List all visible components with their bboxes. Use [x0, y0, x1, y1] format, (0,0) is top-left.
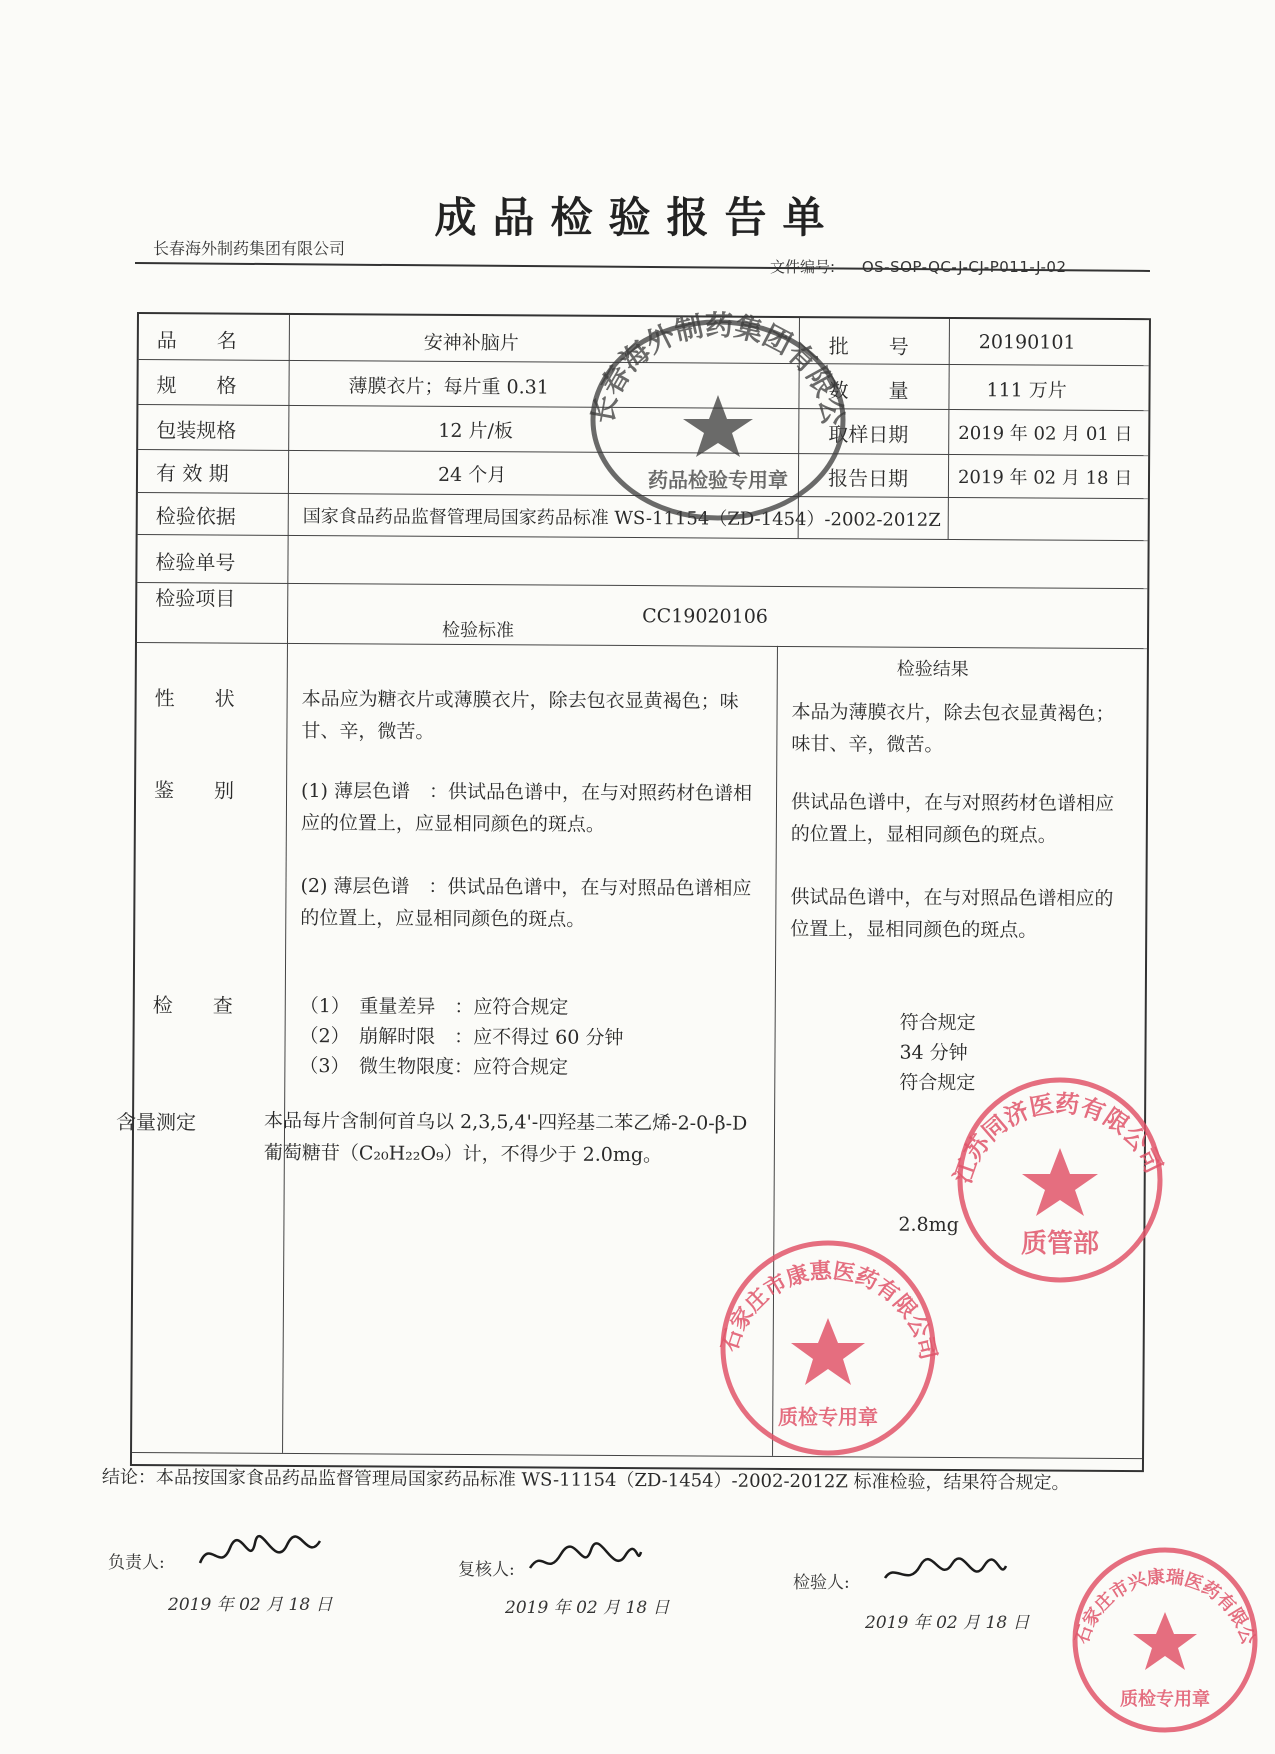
- appearance-standard: 本品应为糖衣片或薄膜衣片，除去包衣显黄褐色；味甘、辛，微苦。: [301, 688, 739, 743]
- responsible-label: 负责人:: [108, 1553, 165, 1573]
- responsible-signature-mark: [195, 1533, 325, 1577]
- row-divider: [138, 534, 1148, 541]
- conclusion-divider: [132, 1452, 1142, 1459]
- jiangsu-qc-sub: 质管部: [1020, 1229, 1100, 1259]
- inspection-result-3: 符合规定: [899, 1071, 976, 1095]
- item-header-label: 检验项目: [155, 586, 236, 611]
- column-divider-label: [282, 315, 290, 1453]
- basis-value: 国家食品药品监督管理局国家药品标准 WS-11154（ZD-1454）-2002-2012Z: [302, 506, 941, 531]
- result-header: 检验结果: [896, 658, 969, 681]
- inspection-result-2: 34 分钟: [899, 1041, 968, 1065]
- jiangsu-qc-stamp: [940, 1060, 1180, 1304]
- company-seal-sub: 药品检验专用章: [648, 468, 788, 492]
- inspection-standard-2: （2） 崩解时限 ：应不得过 60 分钟: [299, 1025, 624, 1049]
- inspector-signature-mark: [880, 1552, 1010, 1596]
- reviewer-label: 复核人:: [458, 1560, 515, 1580]
- inspection-standard-1: （1） 重量差异 ：应符合规定: [299, 995, 569, 1019]
- shijiazhuang-svg: [708, 1228, 948, 1468]
- report-date-label: 报告日期: [827, 466, 909, 491]
- reviewer-date: 2019 年 02 月 18 日: [505, 1598, 670, 1618]
- inspector-label: 检验人:: [793, 1573, 850, 1593]
- order-no-value: CC19020106: [642, 605, 769, 628]
- responsible-signature: [195, 1533, 325, 1584]
- quantity-label: 数 量: [828, 378, 909, 403]
- document-number-value: OS-SOP-QC-J-CJ-P011-J-02: [861, 258, 1067, 276]
- inspector-date: 2019 年 02 月 18 日: [865, 1613, 1030, 1633]
- sample-date-label: 取样日期: [828, 422, 909, 447]
- company-name: 长春海外制药集团有限公司: [153, 239, 346, 258]
- jiangsu-qc-text: 江苏同济医药有限公司: [948, 1089, 1168, 1187]
- identification-label: 鉴 别: [154, 778, 235, 803]
- bottom-qc-svg: [1056, 1524, 1265, 1740]
- row-divider: [137, 642, 1147, 649]
- spec-value: 薄膜衣片；每片重 0.31: [348, 375, 549, 399]
- validity-label: 有 效 期: [155, 461, 229, 486]
- identification-standard-1: (1) 薄层色谱 ：供试品色谱中，在与对照药材色谱相应的位置上，应显相同颜色的斑点。: [300, 780, 753, 836]
- product-name-value: 安神补脑片: [423, 331, 519, 355]
- shijiazhuang-sub: 质检专用章: [778, 1405, 878, 1429]
- quantity-value: 111 万片: [986, 379, 1067, 402]
- product-name-label: 品 名: [156, 328, 237, 353]
- inspector-signature: [880, 1552, 1010, 1603]
- shijiazhuang-text: 石家庄市康惠医药有限公司: [717, 1258, 941, 1363]
- assay-result: 2.8mg: [898, 1213, 959, 1237]
- identification-result-2: 供试品色谱中，在与对照品色谱相应的位置上，显相同颜色的斑点。: [790, 886, 1114, 942]
- validity-value: 24 个月: [437, 463, 507, 487]
- conclusion-text: 结论：本品按国家食品药品监督管理局国家药品标准 WS-11154（ZD-1454）-2002-2012Z 标准检验，结果符合规定。: [101, 1466, 1070, 1494]
- batch-label: 批 号: [828, 334, 909, 359]
- standard-header: 检验标准: [441, 619, 515, 642]
- identification-standard-2: (2) 薄层色谱 ：供试品色谱中，在与对照品色谱相应的位置上，应显相同颜色的斑点。: [300, 875, 752, 931]
- package-value: 12 片/板: [438, 419, 513, 443]
- company-seal-stamp: [568, 289, 853, 529]
- inspection-standard-3: （3） 微生物限度：应符合规定: [299, 1055, 569, 1079]
- inspection-result-1: 符合规定: [899, 1011, 976, 1035]
- spec-label: 规 格: [156, 373, 237, 398]
- shijiazhuang-stamp: [708, 1228, 948, 1472]
- inspection-label: 检 查: [152, 993, 233, 1018]
- reviewer-signature: [525, 1540, 645, 1591]
- identification-result-1: 供试品色谱中，在与对照药材色谱相应的位置上，显相同颜色的斑点。: [790, 791, 1115, 847]
- appearance-result: 本品为薄膜衣片，除去包衣显黄褐色；味甘、辛，微苦。: [791, 701, 1115, 756]
- bottom-qc-stamp: [1056, 1524, 1265, 1744]
- assay-standard: 本品每片含制何首乌以 2,3,5,4'-四羟基二苯乙烯-2-0-β-D 葡萄糖苷（C₂₀H₂₂O₉）计，不得少于 2.0mg。: [263, 1109, 748, 1167]
- sample-date-value: 2019 年 02 月 01 日: [958, 423, 1133, 446]
- basis-label: 检验依据: [155, 504, 236, 529]
- package-label: 包装规格: [156, 418, 237, 443]
- reviewer-signature-mark: [525, 1540, 645, 1584]
- order-no-label: 检验单号: [155, 550, 236, 575]
- assay-label: 含量测定: [115, 1109, 197, 1135]
- company-seal-svg: [568, 289, 853, 525]
- report-title: 成品检验报告单: [434, 193, 841, 242]
- company-seal-text: 长春海外制药集团有限公司: [568, 289, 850, 428]
- report-date-value: 2019 年 02 月 18 日: [957, 467, 1133, 490]
- document-number-label: 文件编号:: [770, 258, 836, 276]
- jiangsu-qc-svg: [940, 1060, 1180, 1300]
- document-number: [770, 256, 1067, 277]
- responsible-date: 2019 年 02 月 18 日: [168, 1595, 333, 1615]
- bottom-qc-text: 石家庄市兴康瑞医药有限公司: [1056, 1524, 1259, 1648]
- column-divider-upper-right: [948, 319, 950, 539]
- appearance-label: 性 状: [154, 686, 235, 711]
- row-divider: [137, 582, 1147, 589]
- bottom-qc-sub: 质检专用章: [1120, 1689, 1210, 1710]
- batch-value: 20190101: [978, 331, 1076, 354]
